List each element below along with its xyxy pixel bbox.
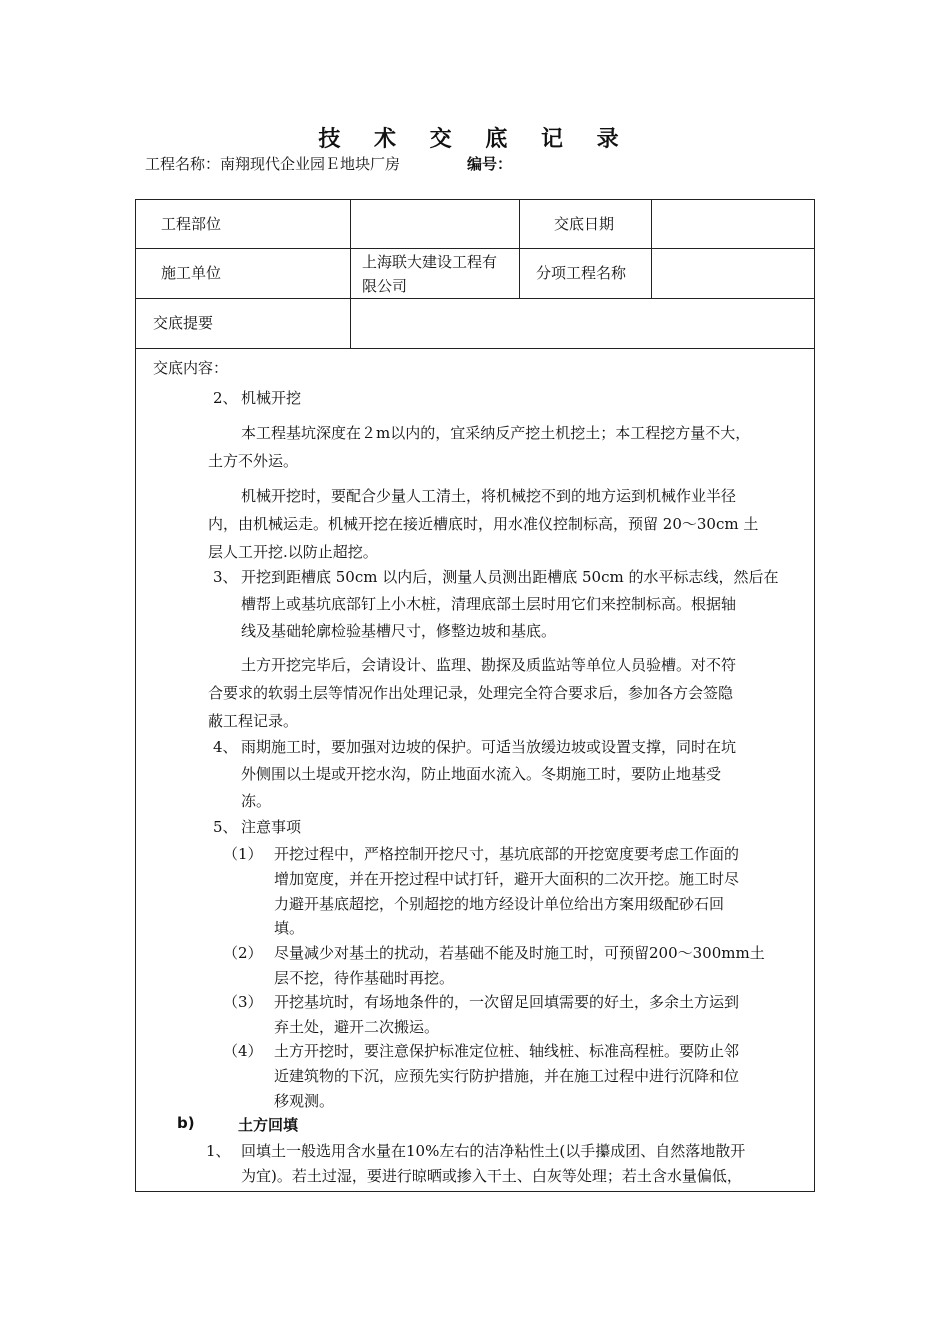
paragraph-line: 力避开基底超挖，个别超挖的地方经设计单位给出方案用级配砂石回	[274, 895, 725, 913]
content-heading: 交底内容：	[153, 359, 229, 377]
section-number: 5、	[213, 818, 238, 836]
paragraph-line: 增加宽度，并在开挖过程中试打钎，避开大面积的二次开挖。施工时尽	[274, 870, 740, 888]
paragraph-line: 回填土一般选用含水量在10%左右的洁净粘性土(以手攥成团、自然落地散开	[241, 1142, 746, 1160]
subsection-number: b)	[177, 1114, 195, 1132]
item-number: （1）	[223, 845, 263, 863]
project-name-value: 南翔现代企业园Ｅ地块厂房	[220, 155, 401, 173]
table-divider	[350, 200, 351, 348]
paragraph-line: 层人工开挖.以防止超挖。	[208, 543, 378, 561]
paragraph-line: 蔽工程记录。	[208, 712, 299, 730]
label-summary: 交底提要	[153, 314, 214, 332]
paragraph-line: 开挖基坑时，有场地条件的，一次留足回填需要的好土，多余土方运到	[274, 993, 740, 1011]
paragraph-line: 外侧围以土堤或开挖水沟，防止地面水流入。冬期施工时，要防止地基受	[241, 765, 722, 783]
paragraph-line: 槽帮上或基坑底部钉上小木桩，清理底部土层时用它们来控制标高。根据轴	[241, 595, 737, 613]
table-divider	[651, 200, 652, 298]
code-label: 编号：	[467, 155, 513, 173]
record-table	[135, 199, 815, 1192]
section-title: 注意事项	[241, 818, 302, 836]
paragraph-line: 雨期施工时，要加强对边坡的保护。可适当放缓边坡或设置支撑，同时在坑	[241, 738, 737, 756]
paragraph-line: 本工程基坑深度在２m以内的，宜采纳反产挖土机挖土；本工程挖方量不大，	[241, 424, 751, 442]
item-number: （2）	[223, 944, 263, 962]
paragraph-line: 土方不外运。	[208, 452, 299, 470]
table-divider	[136, 248, 814, 249]
table-divider	[136, 298, 814, 299]
paragraph-line: 层不挖，待作基础时再挖。	[274, 969, 455, 987]
section-number: 4、	[213, 738, 238, 756]
paragraph-line: 移观测。	[274, 1092, 335, 1110]
table-divider	[519, 200, 520, 298]
label-work-location: 工程部位	[161, 215, 222, 233]
paragraph-line: 机械开挖时，要配合少量人工清土，将机械挖不到的地方运到机械作业半径	[241, 487, 737, 505]
section-number: 1、	[206, 1142, 231, 1160]
item-number: （4）	[223, 1042, 263, 1060]
paragraph-line: 土方开挖完毕后，会请设计、监理、勘探及质监站等单位人员验槽。对不符	[241, 656, 737, 674]
paragraph-line: 冻。	[241, 792, 272, 810]
section-title: 机械开挖	[241, 389, 302, 407]
paragraph-line: 线及基础轮廓检验基槽尺寸，修整边坡和基底。	[241, 622, 557, 640]
paragraph-line: 内，由机械运走。机械开挖在接近槽底时，用水准仪控制标高，预留 20～30cm 土	[208, 515, 759, 533]
paragraph-line: 为宜)。若土过湿，要进行晾晒或掺入干土、白灰等处理；若土含水量偏低，	[241, 1167, 742, 1185]
project-name-label: 工程名称：	[145, 155, 221, 173]
section-number: 3、	[213, 568, 238, 586]
value-construction-unit	[362, 250, 497, 298]
document-title: 技 术 交 底 记 录	[318, 127, 632, 152]
paragraph-line: 弃土处，避开二次搬运。	[274, 1018, 440, 1036]
table-divider	[136, 348, 814, 349]
paragraph-line: 填。	[274, 919, 305, 937]
section-number: 2、	[213, 389, 238, 407]
project-info	[145, 153, 513, 174]
item-number: （3）	[223, 993, 263, 1011]
paragraph-line: 土方开挖时，要注意保护标准定位桩、轴线桩、标准高程桩。要防止邻	[274, 1042, 740, 1060]
value-construction-unit-line: 限公司	[362, 277, 408, 295]
subsection-title: 土方回填	[238, 1116, 299, 1134]
paragraph-line: 尽量减少对基土的扰动，若基础不能及时施工时，可预留200～300mm土	[274, 944, 765, 962]
label-handover-date: 交底日期	[554, 215, 615, 233]
label-construction-unit: 施工单位	[161, 264, 222, 282]
paragraph-line: 合要求的软弱土层等情况作出处理记录，处理完全符合要求后，参加各方会签隐	[208, 684, 734, 702]
paragraph-line: 开挖到距槽底 50cm 以内后，测量人员测出距槽底 50cm 的水平标志线，然后在	[241, 568, 779, 586]
paragraph-line: 开挖过程中，严格控制开挖尺寸，基坑底部的开挖宽度要考虑工作面的	[274, 845, 740, 863]
paragraph-line: 近建筑物的下沉，应预先实行防护措施，并在施工过程中进行沉降和位	[274, 1067, 740, 1085]
label-sub-project-name: 分项工程名称	[536, 264, 627, 282]
value-construction-unit-line: 上海联大建设工程有	[362, 253, 498, 271]
